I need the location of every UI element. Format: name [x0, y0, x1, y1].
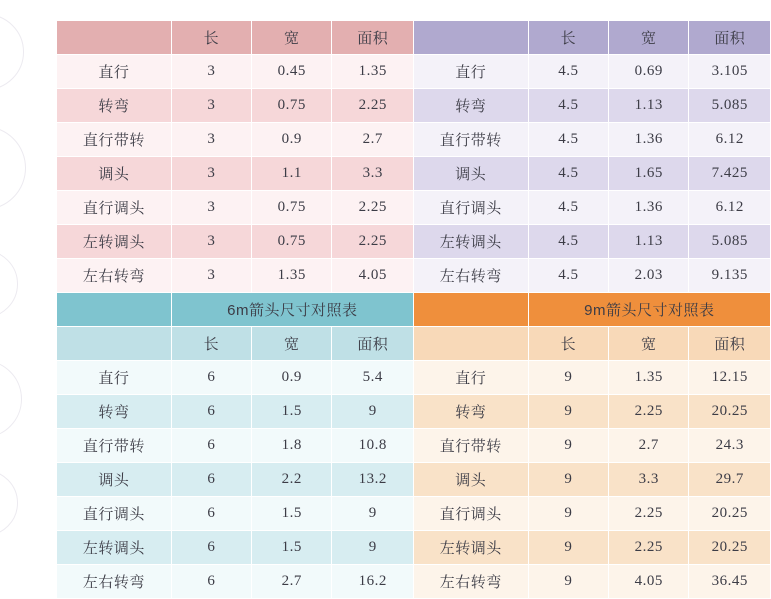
cell-length: 3 — [171, 55, 251, 89]
row-label: 左右转弯 — [57, 259, 172, 293]
decorative-ring — [0, 250, 18, 318]
cell-width: 1.35 — [252, 259, 332, 293]
cell-length: 9 — [528, 429, 608, 463]
table-header-row — [57, 327, 771, 361]
row-label: 左转调头 — [413, 225, 528, 259]
row-label: 直行调头 — [57, 191, 172, 225]
cell-area: 29.7 — [689, 463, 771, 497]
row-label: 调头 — [57, 463, 172, 497]
row-label: 左转调头 — [413, 531, 528, 565]
cell-area: 13.2 — [332, 463, 413, 497]
cell-length: 4.5 — [528, 225, 608, 259]
cell-area: 3.3 — [332, 157, 413, 191]
row-label: 直行带转 — [413, 123, 528, 157]
cell-area: 20.25 — [689, 497, 771, 531]
table-row — [57, 89, 771, 123]
cell-area: 5.085 — [689, 225, 771, 259]
table-row — [57, 225, 771, 259]
cell-width: 1.65 — [609, 157, 689, 191]
row-label: 转弯 — [57, 395, 172, 429]
header-area-3m: 面积 — [332, 21, 413, 55]
row-label: 调头 — [57, 157, 172, 191]
table-row — [57, 463, 771, 497]
cell-area: 9.135 — [689, 259, 771, 293]
cell-width: 1.36 — [609, 123, 689, 157]
row-label: 直行 — [413, 361, 528, 395]
cell-width: 2.25 — [609, 531, 689, 565]
cell-length: 6 — [171, 429, 251, 463]
row-label: 直行 — [57, 55, 172, 89]
cell-area: 36.45 — [689, 565, 771, 599]
row-label: 左右转弯 — [413, 259, 528, 293]
header-length-3m: 长 — [171, 21, 251, 55]
row-label: 直行调头 — [57, 497, 172, 531]
cell-length: 6 — [171, 531, 251, 565]
cell-length: 3 — [171, 89, 251, 123]
cell-length: 6 — [171, 497, 251, 531]
row-label: 直行 — [413, 55, 528, 89]
row-label: 直行带转 — [413, 429, 528, 463]
cell-area: 9 — [332, 497, 413, 531]
cell-area: 12.15 — [689, 361, 771, 395]
cell-area: 3.105 — [689, 55, 771, 89]
cell-length: 4.5 — [528, 89, 608, 123]
cell-width: 1.5 — [252, 531, 332, 565]
row-label: 左右转弯 — [413, 565, 528, 599]
row-label: 调头 — [413, 463, 528, 497]
cell-width: 0.75 — [252, 191, 332, 225]
table-row — [57, 429, 771, 463]
row-label: 直行调头 — [413, 191, 528, 225]
cell-width: 3.3 — [609, 463, 689, 497]
header-width-6m: 宽 — [252, 327, 332, 361]
header-length-9m: 长 — [528, 327, 608, 361]
row-label: 转弯 — [413, 395, 528, 429]
row-label: 直行 — [57, 361, 172, 395]
cell-length: 9 — [528, 361, 608, 395]
cell-width: 1.1 — [252, 157, 332, 191]
decorative-ring — [0, 126, 26, 210]
table-row — [57, 361, 771, 395]
cell-width: 4.05 — [609, 565, 689, 599]
cell-width: 0.45 — [252, 55, 332, 89]
cell-length: 4.5 — [528, 55, 608, 89]
table-row — [57, 157, 771, 191]
header-width-9m: 宽 — [609, 327, 689, 361]
cell-length: 6 — [171, 565, 251, 599]
header-blank-left — [57, 327, 172, 361]
cell-width: 0.9 — [252, 123, 332, 157]
cell-area: 7.425 — [689, 157, 771, 191]
banner-row — [57, 293, 771, 327]
header-blank-right — [413, 327, 528, 361]
cell-area: 2.7 — [332, 123, 413, 157]
cell-area: 9 — [332, 531, 413, 565]
cell-length: 4.5 — [528, 259, 608, 293]
cell-width: 1.8 — [252, 429, 332, 463]
cell-length: 6 — [171, 361, 251, 395]
header-blank-right — [413, 21, 528, 55]
cell-width: 1.36 — [609, 191, 689, 225]
cell-width: 1.13 — [609, 89, 689, 123]
table-row — [57, 531, 771, 565]
cell-area: 10.8 — [332, 429, 413, 463]
cell-length: 9 — [528, 463, 608, 497]
decorative-ring — [0, 14, 24, 90]
cell-area: 9 — [332, 395, 413, 429]
header-width-45m: 宽 — [609, 21, 689, 55]
cell-area: 2.25 — [332, 225, 413, 259]
cell-area: 4.05 — [332, 259, 413, 293]
cell-area: 6.12 — [689, 191, 771, 225]
header-area-6m: 面积 — [332, 327, 413, 361]
cell-area: 2.25 — [332, 191, 413, 225]
cell-length: 3 — [171, 225, 251, 259]
header-length-45m: 长 — [528, 21, 608, 55]
banner-blank-left — [57, 293, 172, 327]
table-row — [57, 259, 771, 293]
cell-width: 0.9 — [252, 361, 332, 395]
cell-area: 20.25 — [689, 395, 771, 429]
cell-width: 1.5 — [252, 395, 332, 429]
cell-length: 3 — [171, 157, 251, 191]
cell-length: 6 — [171, 463, 251, 497]
cell-width: 2.25 — [609, 497, 689, 531]
cell-length: 4.5 — [528, 191, 608, 225]
header-area-45m: 面积 — [689, 21, 771, 55]
decorative-ring — [0, 360, 22, 438]
cell-width: 1.5 — [252, 497, 332, 531]
cell-width: 0.69 — [609, 55, 689, 89]
header-width-3m: 宽 — [252, 21, 332, 55]
cell-length: 9 — [528, 531, 608, 565]
cell-width: 2.03 — [609, 259, 689, 293]
header-blank-left — [57, 21, 172, 55]
cell-area: 20.25 — [689, 531, 771, 565]
cell-width: 2.7 — [609, 429, 689, 463]
cell-length: 9 — [528, 565, 608, 599]
row-label: 直行调头 — [413, 497, 528, 531]
banner-blank-right — [413, 293, 528, 327]
banner-title-6m: 6m箭头尺寸对照表 — [171, 293, 413, 327]
row-label: 左转调头 — [57, 225, 172, 259]
header-area-9m: 面积 — [689, 327, 771, 361]
cell-area: 6.12 — [689, 123, 771, 157]
table-row — [57, 565, 771, 599]
cell-width: 2.7 — [252, 565, 332, 599]
table-header-row — [57, 21, 771, 55]
cell-width: 0.75 — [252, 89, 332, 123]
table-row — [57, 497, 771, 531]
cell-width: 2.2 — [252, 463, 332, 497]
header-length-6m: 长 — [171, 327, 251, 361]
cell-length: 3 — [171, 191, 251, 225]
arrow-dimension-tables — [56, 20, 771, 599]
cell-length: 4.5 — [528, 157, 608, 191]
row-label: 转弯 — [413, 89, 528, 123]
cell-area: 16.2 — [332, 565, 413, 599]
cell-width: 0.75 — [252, 225, 332, 259]
cell-length: 6 — [171, 395, 251, 429]
dimension-table — [56, 20, 771, 599]
cell-area: 5.4 — [332, 361, 413, 395]
cell-area: 24.3 — [689, 429, 771, 463]
row-label: 转弯 — [57, 89, 172, 123]
cell-length: 4.5 — [528, 123, 608, 157]
cell-area: 1.35 — [332, 55, 413, 89]
cell-width: 1.35 — [609, 361, 689, 395]
row-label: 左转调头 — [57, 531, 172, 565]
row-label: 左右转弯 — [57, 565, 172, 599]
cell-width: 1.13 — [609, 225, 689, 259]
table-row — [57, 55, 771, 89]
banner-title-9m: 9m箭头尺寸对照表 — [528, 293, 770, 327]
cell-area: 5.085 — [689, 89, 771, 123]
cell-width: 2.25 — [609, 395, 689, 429]
table-row — [57, 191, 771, 225]
table-row — [57, 123, 771, 157]
table-row — [57, 395, 771, 429]
cell-length: 3 — [171, 123, 251, 157]
row-label: 调头 — [413, 157, 528, 191]
decorative-ring — [0, 470, 18, 536]
cell-length: 3 — [171, 259, 251, 293]
row-label: 直行带转 — [57, 429, 172, 463]
row-label: 直行带转 — [57, 123, 172, 157]
cell-length: 9 — [528, 497, 608, 531]
cell-area: 2.25 — [332, 89, 413, 123]
cell-length: 9 — [528, 395, 608, 429]
